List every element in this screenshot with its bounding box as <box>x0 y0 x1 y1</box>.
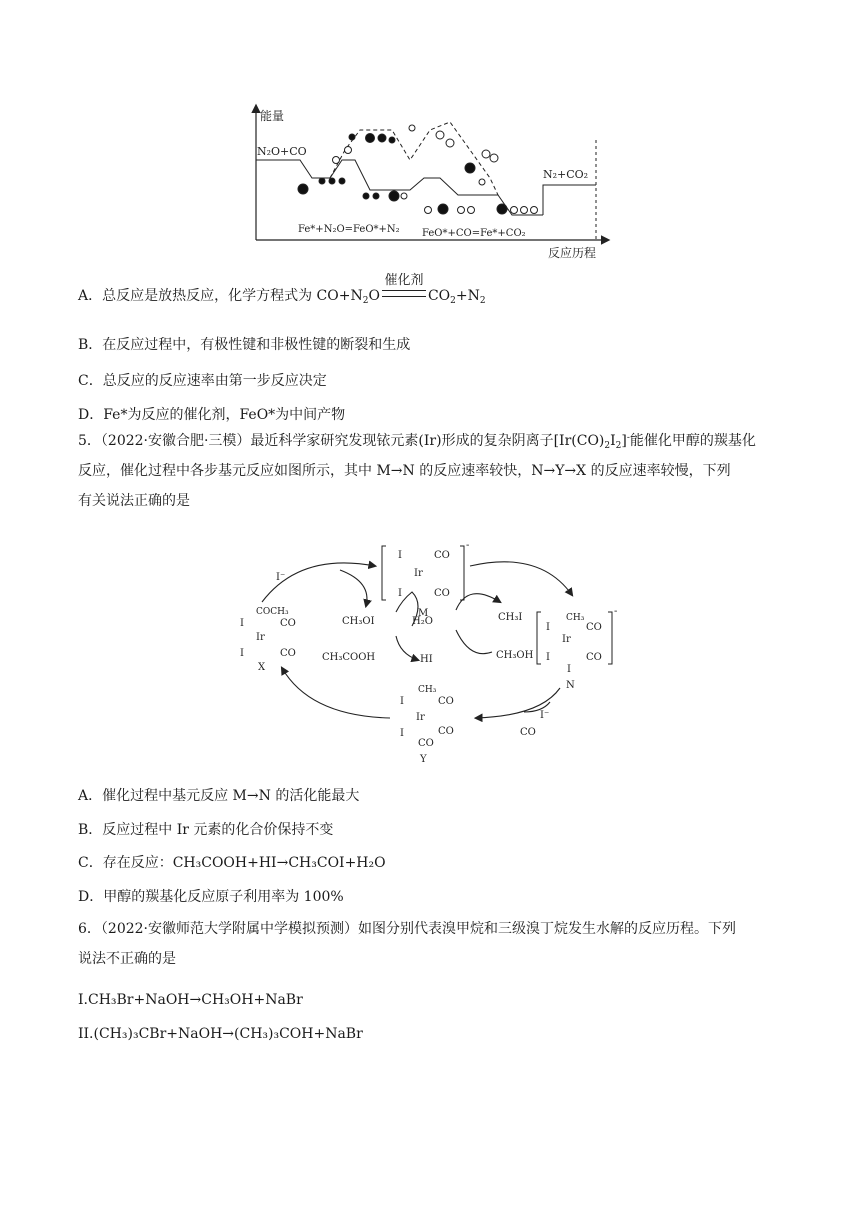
ch3oi: CH₃OI <box>342 616 375 627</box>
catalyst-label: 催化剂 <box>384 273 424 288</box>
q6-equation-1: I.CH₃Br+NaOH→CH₃OH+NaBr <box>78 992 303 1008</box>
complex-M <box>382 540 469 619</box>
iodide-bottom: I⁻ <box>540 710 550 721</box>
svg-text:I: I <box>400 696 404 707</box>
q4-option-b: B．在反应过程中，有极性键和非极性键的断裂和生成 <box>78 337 411 353</box>
q6-stem: 6．（2022·安徽师范大学附属中学模拟预测）如图分别代表溴甲烷和三级溴丁烷发生水解的反应历程。下列 说法不正确的是 <box>78 921 736 967</box>
svg-text:CO: CO <box>280 618 296 629</box>
step1-label: Fe*+N₂O=FeO*+N₂ <box>298 224 400 235</box>
label-M: M <box>418 608 429 619</box>
svg-text:I: I <box>400 728 404 739</box>
iodide-top: I⁻ <box>276 572 286 583</box>
complex-Y <box>400 685 454 765</box>
q4-option-a: A．总反应是放热反应，化学方程式为 $CO+N_2O$ 催化剂 $CO_2+N_2$ <box>78 273 486 306</box>
svg-text:I: I <box>567 664 571 675</box>
svg-text:CO: CO <box>586 652 602 663</box>
svg-text:I: I <box>546 652 550 663</box>
q5-option-a: A．催化过程中基元反应 M→N 的活化能最大 <box>78 788 360 804</box>
start-label: N₂O+CO <box>257 145 307 158</box>
cycle-arrows <box>262 562 572 718</box>
q5-option-d: D．甲醇的羰基化反应原子利用率为 100% <box>78 889 344 905</box>
label-N: N <box>566 680 575 691</box>
q5-stem: 5．（2022·安徽合肥·三模）最近科学家研究发现铱元素(Ir)形成的复杂阴离子$[Ir(CO)_2I_2]^-$能催化甲醇的羰基化 反应，催化过程中各步基元反应如图所示，其中 M→N 的反应速率较快，N→Y→X 的反应速率较慢，下列 有关说法正确的是 <box>78 433 756 509</box>
svg-text:Ir: Ir <box>414 568 423 579</box>
svg-text:Ir: Ir <box>256 632 265 643</box>
svg-text:COCH₃: COCH₃ <box>256 607 289 617</box>
hi: HI <box>420 654 433 665</box>
svg-text:CO: CO <box>418 738 434 749</box>
end-label: N₂+CO₂ <box>543 168 589 181</box>
y-axis-label: 能量 <box>260 109 285 123</box>
svg-text:CH₃: CH₃ <box>566 613 585 623</box>
h2o: H₂O <box>412 616 433 627</box>
co-bottom: CO <box>520 727 536 738</box>
svg-text:I: I <box>546 622 550 633</box>
ch3i: CH₃I <box>498 612 523 623</box>
ch3oh: CH₃OH <box>496 650 534 661</box>
complex-X <box>240 607 296 673</box>
svg-text:I: I <box>398 588 402 599</box>
svg-text:CO: CO <box>586 622 602 633</box>
svg-text:I: I <box>240 618 244 629</box>
svg-text:I: I <box>398 550 402 561</box>
svg-text:-: - <box>466 540 470 551</box>
svg-text:Ir: Ir <box>416 712 425 723</box>
svg-text:-: - <box>614 606 618 617</box>
step2-label: FeO*+CO=Fe*+CO₂ <box>422 228 526 239</box>
energy-path-dashed <box>330 122 498 195</box>
catalytic-cycle-figure <box>0 530 860 770</box>
svg-text:CH₃: CH₃ <box>418 685 437 695</box>
svg-text:I: I <box>240 648 244 659</box>
q5-option-b: B．反应过程中 Ir 元素的化合价保持不变 <box>78 822 334 838</box>
complex-N <box>537 606 617 691</box>
label-Y: Y <box>420 754 427 765</box>
q4-option-c: C．总反应的反应速率由第一步反应决定 <box>78 373 327 389</box>
svg-text:CO: CO <box>434 550 450 561</box>
energy-profile-figure <box>0 0 860 270</box>
q6-equation-2: II.(CH₃)₃CBr+NaOH→(CH₃)₃COH+NaBr <box>78 1026 363 1042</box>
svg-text:Ir: Ir <box>562 634 571 645</box>
label-X: X <box>258 662 266 673</box>
product-level <box>543 185 596 215</box>
q4-option-d: D．Fe*为反应的催化剂，FeO*为中间产物 <box>78 407 346 423</box>
svg-text:CO: CO <box>434 588 450 599</box>
ch3cooh: CH₃COOH <box>322 652 376 663</box>
svg-text:CO: CO <box>438 726 454 737</box>
q5-option-c: C．存在反应：CH₃COOH+HI→CH₃COI+H₂O <box>78 855 386 871</box>
svg-text:CO: CO <box>438 696 454 707</box>
svg-text:CO: CO <box>280 648 296 659</box>
x-axis-label: 反应历程 <box>548 246 597 260</box>
